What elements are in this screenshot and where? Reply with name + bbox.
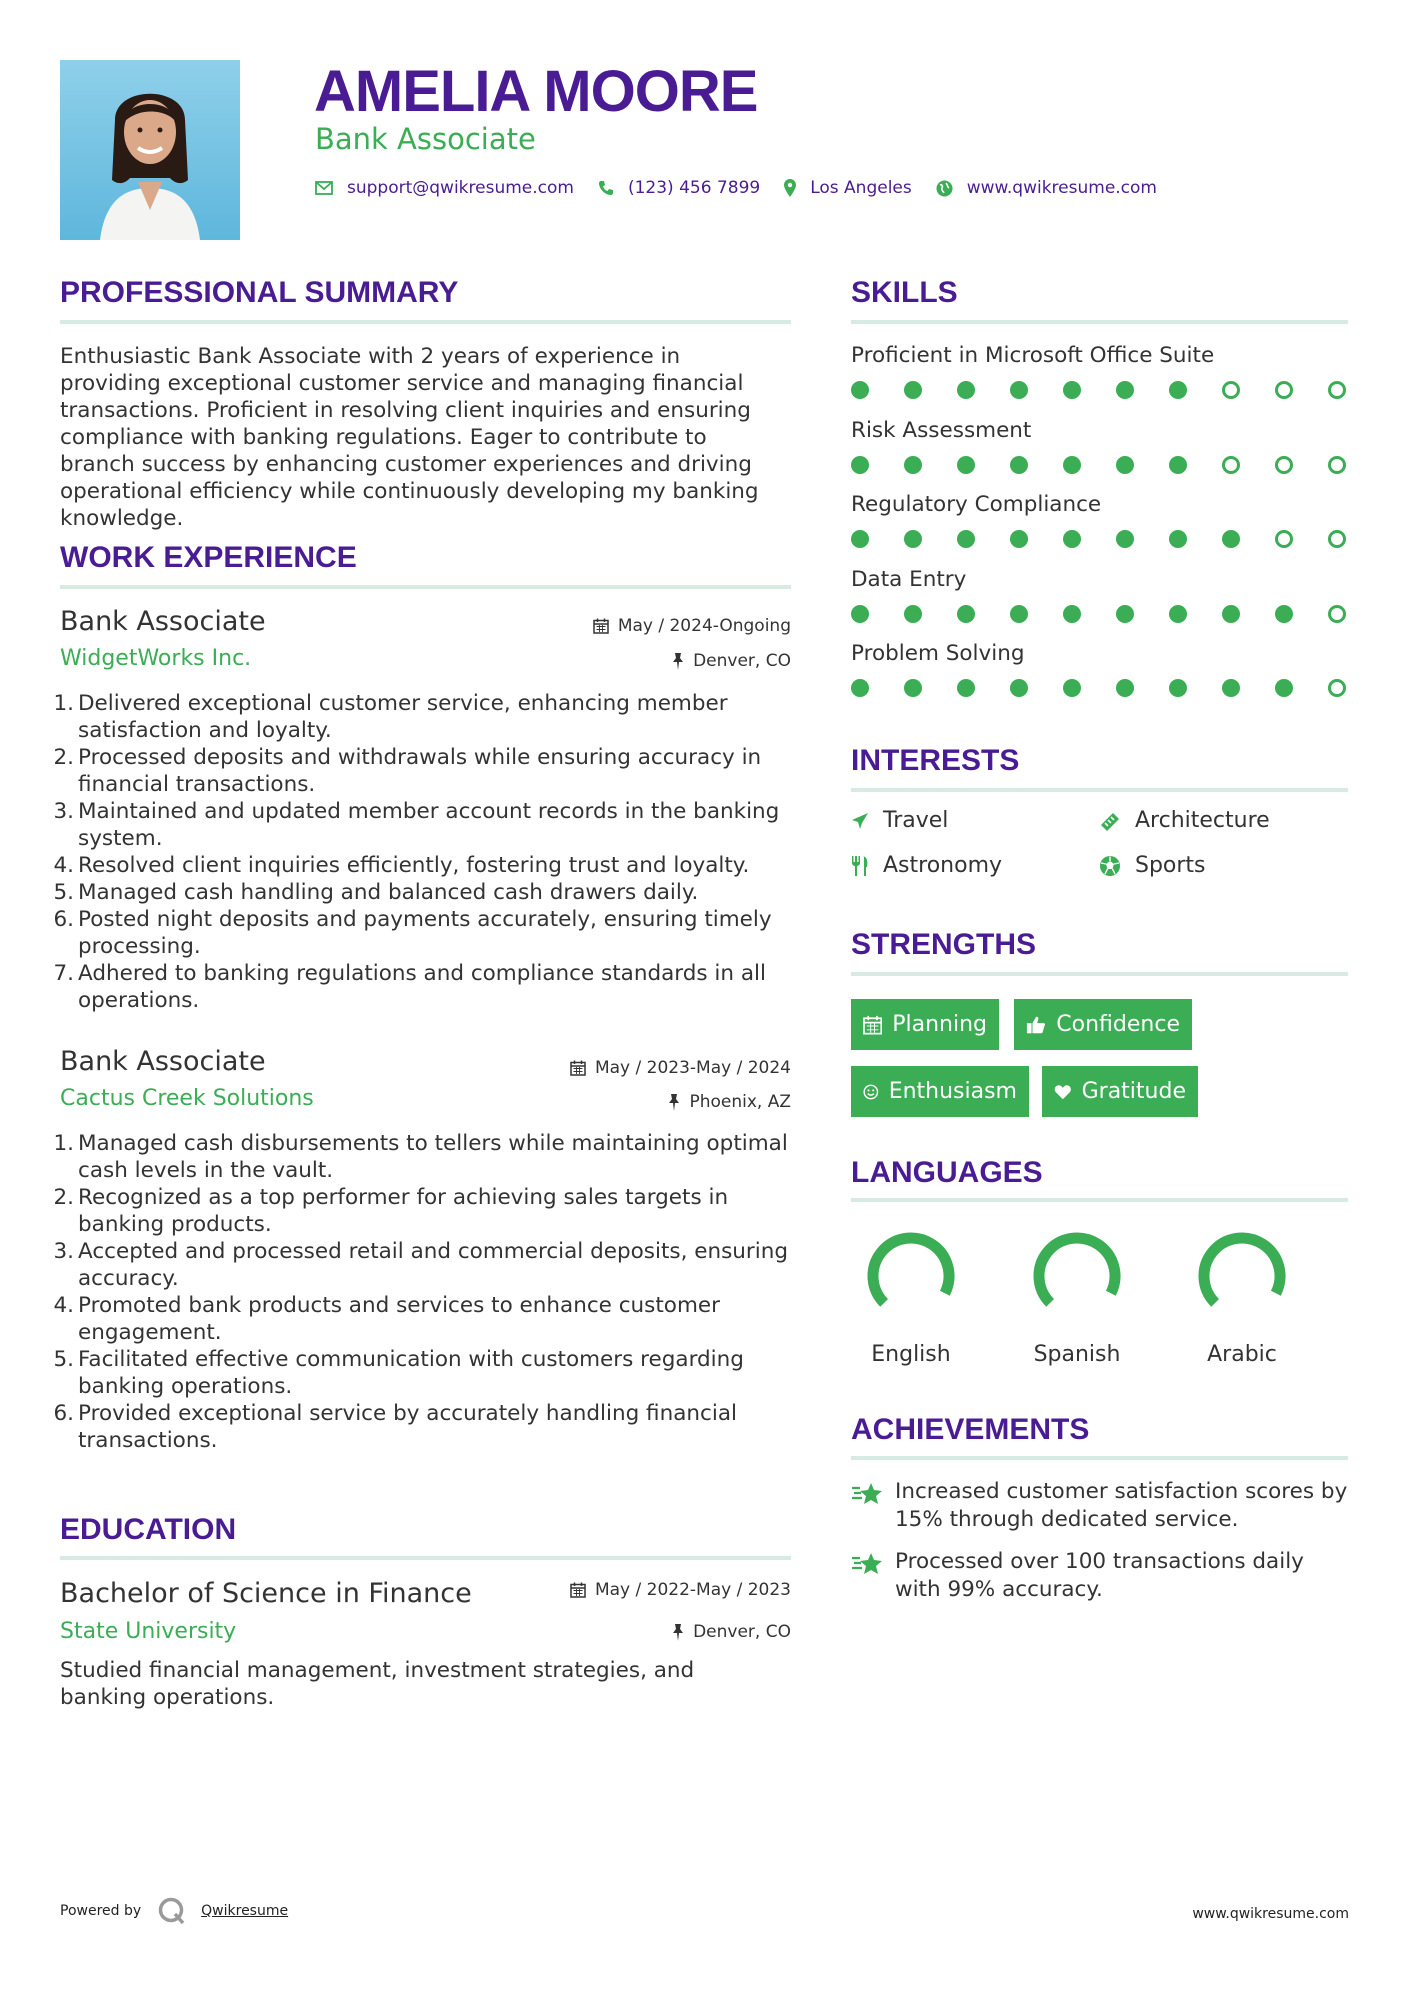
skill-dot-filled — [1010, 530, 1028, 548]
education-location — [672, 1622, 791, 1642]
soccer-ball-icon — [1099, 855, 1121, 877]
company-name: Cactus Creek Solutions — [60, 1086, 314, 1111]
list-item: 2. Recognized as a top performer for achieving sales targets in banking products. — [53, 1185, 729, 1237]
skill-dot-filled — [1116, 381, 1134, 399]
skill-dot-filled — [1010, 381, 1028, 399]
list-item: 1. Managed cash disbursements to tellers while maintaining optimal cash levels in the vault. — [53, 1131, 788, 1183]
contact-location[interactable] — [784, 178, 912, 198]
pushpin-icon — [672, 1624, 684, 1641]
interest-label: Architecture — [1135, 808, 1270, 833]
skill-name: Proficient in Microsoft Office Suite — [851, 343, 1215, 368]
degree-title: Bachelor of Science in Finance — [60, 1578, 472, 1609]
bullet-text: Posted night deposits and payments accurately, ensuring timely processing. — [78, 907, 772, 959]
contact-phone[interactable] — [598, 178, 760, 198]
skill-dot-filled — [851, 381, 869, 399]
candidate-name: AMELIA MOORE — [314, 59, 758, 124]
shooting-star-icon — [851, 1550, 883, 1578]
list-item: 5. Managed cash handling and balanced cash drawers daily. — [53, 880, 699, 905]
strengths-divider — [851, 972, 1348, 976]
qwikresume-logo-icon — [157, 1896, 187, 1926]
skill-dot-filled — [1222, 679, 1240, 697]
strength-label: Enthusiasm — [888, 1079, 1017, 1104]
skill-dot-filled — [1116, 679, 1134, 697]
language-name: Arabic — [1207, 1342, 1277, 1367]
job-location-text: Phoenix, AZ — [689, 1092, 791, 1112]
skill-dot-filled — [957, 530, 975, 548]
skill-dot-filled — [1063, 456, 1081, 474]
list-item: 4. Promoted bank products and services to enhance customer engagement. — [53, 1293, 720, 1345]
skill-dot-filled — [1063, 530, 1081, 548]
language-name: English — [871, 1342, 951, 1367]
achievement-text: Increased customer satisfaction scores by 15% through dedicated service. — [895, 1479, 1348, 1532]
skill-dot-filled — [1275, 679, 1293, 697]
job-dates — [570, 1058, 791, 1078]
bullet-text: Recognized as a top performer for achieving sales targets in banking products. — [78, 1185, 729, 1237]
language-item — [851, 1226, 971, 1367]
skills-divider — [851, 320, 1348, 324]
education-heading: EDUCATION — [60, 1513, 237, 1546]
summary-text: Enthusiastic Bank Associate with 2 years of experience in providing exceptional customer service and managing financial transactions. Proficient in resolving client inquiries and ensuring compliance with banking regulations. Eager to contribute to branch success by enhancing customer experiences and driving operational efficiency while continuously developing my banking knowledge. — [60, 344, 759, 531]
powered-by-label: Powered by — [60, 1903, 142, 1919]
skill-dot-empty — [1275, 381, 1293, 399]
skill-dot-empty — [1328, 605, 1346, 623]
skill-dot-filled — [1010, 605, 1028, 623]
interest-label: Astronomy — [883, 853, 1003, 878]
skill-dot-filled — [904, 381, 922, 399]
summary-divider — [60, 320, 791, 324]
list-item: 2. Processed deposits and withdrawals while ensuring accuracy in financial transactions. — [53, 745, 762, 797]
skill-name: Data Entry — [851, 566, 967, 592]
job-location — [672, 651, 791, 671]
achievements-heading: ACHIEVEMENTS — [851, 1413, 1090, 1446]
strength-label: Confidence — [1056, 1012, 1180, 1037]
interest-label: Sports — [1135, 853, 1206, 878]
bullet-text: Processed deposits and withdrawals while ensuring accuracy in financial transactions. — [78, 745, 762, 797]
school-name: State University — [60, 1619, 237, 1644]
job-dates-text: May / 2023-May / 2024 — [594, 1058, 791, 1078]
calendar-icon — [593, 618, 609, 634]
contact-website[interactable] — [936, 178, 1157, 198]
strength-badge — [1042, 1066, 1198, 1117]
thumbs-up-icon — [1026, 1015, 1046, 1035]
language-item — [1182, 1226, 1302, 1367]
skill-dot-filled — [957, 456, 975, 474]
skill-dot-filled — [1169, 381, 1187, 399]
list-item: 6. Provided exceptional service by accurately handling financial transactions. — [53, 1401, 737, 1453]
skill-dot-empty — [1275, 530, 1293, 548]
skill-dot-filled — [1169, 456, 1187, 474]
skill-dot-empty — [1222, 381, 1240, 399]
qwikresume-link[interactable]: Qwikresume — [201, 1903, 289, 1919]
smile-icon — [863, 1082, 879, 1102]
job-location — [668, 1092, 791, 1112]
education-dates — [570, 1580, 791, 1600]
language-gauge — [1017, 1226, 1137, 1326]
bullet-text: Maintained and updated member account records in the banking system. — [78, 799, 780, 851]
skill-dot-filled — [957, 381, 975, 399]
contact-location-text: Los Angeles — [810, 178, 912, 198]
bullet-text: Provided exceptional service by accurately handling financial transactions. — [78, 1401, 737, 1453]
candidate-role: Bank Associate — [315, 122, 536, 156]
skill-dot-filled — [1222, 530, 1240, 548]
strength-badge — [851, 999, 999, 1050]
skill-dot-filled — [904, 605, 922, 623]
education-location-text: Denver, CO — [693, 1622, 791, 1642]
footer-url[interactable]: www.qwikresume.com — [1192, 1906, 1349, 1922]
bullet-text: Delivered exceptional customer service, enhancing member satisfaction and loyalty. — [78, 691, 728, 743]
skill-dot-filled — [1063, 605, 1081, 623]
skill-dot-filled — [904, 530, 922, 548]
map-pin-icon — [784, 179, 796, 197]
pushpin-icon — [672, 653, 684, 670]
ruler-pencil-icon — [1099, 811, 1121, 831]
skill-dot-filled — [851, 679, 869, 697]
skill-dot-filled — [957, 679, 975, 697]
language-name: Spanish — [1033, 1342, 1121, 1367]
phone-icon — [598, 180, 614, 196]
experience-divider — [60, 585, 791, 589]
skill-dot-filled — [904, 679, 922, 697]
interest-item — [851, 808, 948, 833]
strength-badge — [851, 1066, 1029, 1117]
job-dates — [593, 616, 791, 636]
utensils-icon — [851, 855, 869, 877]
contact-phone-text: (123) 456 7899 — [627, 178, 761, 198]
language-item — [1017, 1226, 1137, 1367]
skill-dot-empty — [1328, 679, 1346, 697]
calendar-icon — [570, 1060, 586, 1076]
languages-divider — [851, 1198, 1348, 1202]
skill-name: Regulatory Compliance — [851, 492, 1102, 517]
achievement-text: Processed over 100 transactions daily with 99% accuracy. — [895, 1549, 1304, 1602]
skill-name: Risk Assessment — [851, 417, 1032, 443]
interests-heading: INTERESTS — [851, 744, 1020, 777]
skill-dot-filled — [851, 456, 869, 474]
plane-icon — [851, 812, 869, 830]
list-item: 3. Accepted and processed retail and commercial deposits, ensuring accuracy. — [53, 1239, 789, 1291]
skill-dot-filled — [851, 530, 869, 548]
skill-dot-empty — [1328, 381, 1346, 399]
contact-email-text: support@qwikresume.com — [347, 178, 574, 198]
skill-dot-filled — [1063, 679, 1081, 697]
strength-badge — [1014, 999, 1192, 1050]
language-gauge — [851, 1226, 971, 1326]
job-title: Bank Associate — [60, 1046, 266, 1077]
calendar-icon — [863, 1015, 882, 1035]
skill-dot-filled — [957, 605, 975, 623]
skill-dot-filled — [1169, 530, 1187, 548]
contact-bar — [315, 178, 1181, 198]
bullet-text: Resolved client inquiries efficiently, fostering trust and loyalty. — [78, 853, 750, 878]
bullet-text: Promoted bank products and services to enhance customer engagement. — [78, 1293, 720, 1345]
skill-dot-empty — [1222, 456, 1240, 474]
list-item: 4. Resolved client inquiries efficiently, fostering trust and loyalty. — [53, 853, 750, 878]
strengths-heading: STRENGTHS — [851, 928, 1037, 961]
education-description: Studied financial management, investment strategies, and banking operations. — [60, 1658, 695, 1710]
job-bullets — [53, 1130, 795, 1454]
strength-label: Gratitude — [1081, 1079, 1186, 1104]
skill-dot-filled — [1275, 605, 1293, 623]
achievements-divider — [851, 1456, 1348, 1460]
skill-dot-empty — [1328, 530, 1346, 548]
envelope-icon — [315, 181, 333, 195]
list-item: 6. Posted night deposits and payments accurately, ensuring timely processing. — [53, 907, 772, 959]
interest-item — [851, 853, 1002, 878]
calendar-icon — [570, 1582, 586, 1598]
shooting-star-icon — [851, 1480, 883, 1508]
list-item: 7. Adhered to banking regulations and compliance standards in all operations. — [53, 961, 766, 1013]
job-dates-text: May / 2024-Ongoing — [617, 616, 791, 636]
globe-icon — [936, 180, 953, 197]
skill-dot-filled — [904, 456, 922, 474]
skill-dot-filled — [1116, 530, 1134, 548]
bullet-text: Managed cash disbursements to tellers while maintaining optimal cash levels in the vault. — [78, 1131, 788, 1183]
summary-heading: PROFESSIONAL SUMMARY — [60, 276, 459, 309]
heart-icon — [1054, 1082, 1072, 1102]
pushpin-icon — [668, 1094, 680, 1111]
skill-dot-filled — [1169, 605, 1187, 623]
skill-dot-empty — [1328, 456, 1346, 474]
job-bullets — [53, 690, 785, 1014]
achievement-item — [851, 1478, 1348, 1534]
skill-dot-filled — [1010, 456, 1028, 474]
profile-photo — [60, 60, 240, 240]
interests-divider — [851, 788, 1348, 792]
education-dates-text: May / 2022-May / 2023 — [594, 1580, 791, 1600]
skill-dot-filled — [1063, 381, 1081, 399]
list-item: 5. Facilitated effective communication with customers regarding banking operations. — [53, 1347, 744, 1399]
job-title: Bank Associate — [60, 606, 266, 637]
strength-label: Planning — [892, 1012, 987, 1037]
interest-item — [1099, 808, 1270, 833]
contact-website-text: www.qwikresume.com — [966, 178, 1157, 198]
skill-dot-filled — [1169, 679, 1187, 697]
skill-dot-filled — [1116, 456, 1134, 474]
skill-dot-empty — [1275, 456, 1293, 474]
skill-dot-filled — [1010, 679, 1028, 697]
portrait-image — [60, 60, 240, 240]
job-location-text: Denver, CO — [693, 651, 791, 671]
bullet-text: Accepted and processed retail and commercial deposits, ensuring accuracy. — [78, 1239, 789, 1291]
language-gauge — [1182, 1226, 1302, 1326]
interest-item — [1099, 853, 1206, 878]
bullet-text: Facilitated effective communication with customers regarding banking operations. — [78, 1347, 744, 1399]
education-divider — [60, 1556, 791, 1560]
bullet-text: Managed cash handling and balanced cash drawers daily. — [78, 880, 699, 905]
list-item: 3. Maintained and updated member account records in the banking system. — [53, 799, 780, 851]
languages-heading: LANGUAGES — [851, 1156, 1043, 1189]
experience-heading: WORK EXPERIENCE — [60, 541, 357, 574]
skill-name: Problem Solving — [851, 641, 1025, 666]
interest-label: Travel — [883, 808, 949, 833]
skill-dot-filled — [1222, 605, 1240, 623]
skill-dot-filled — [851, 605, 869, 623]
contact-email[interactable] — [315, 178, 574, 198]
bullet-text: Adhered to banking regulations and compliance standards in all operations. — [78, 961, 766, 1013]
list-item: 1. Delivered exceptional customer service, enhancing member satisfaction and loyalty. — [53, 691, 728, 743]
footer-powered-by — [60, 1896, 288, 1926]
skill-dot-filled — [1116, 605, 1134, 623]
company-name: WidgetWorks Inc. — [60, 646, 252, 671]
skills-heading: SKILLS — [851, 276, 958, 309]
achievement-item — [851, 1548, 1348, 1604]
